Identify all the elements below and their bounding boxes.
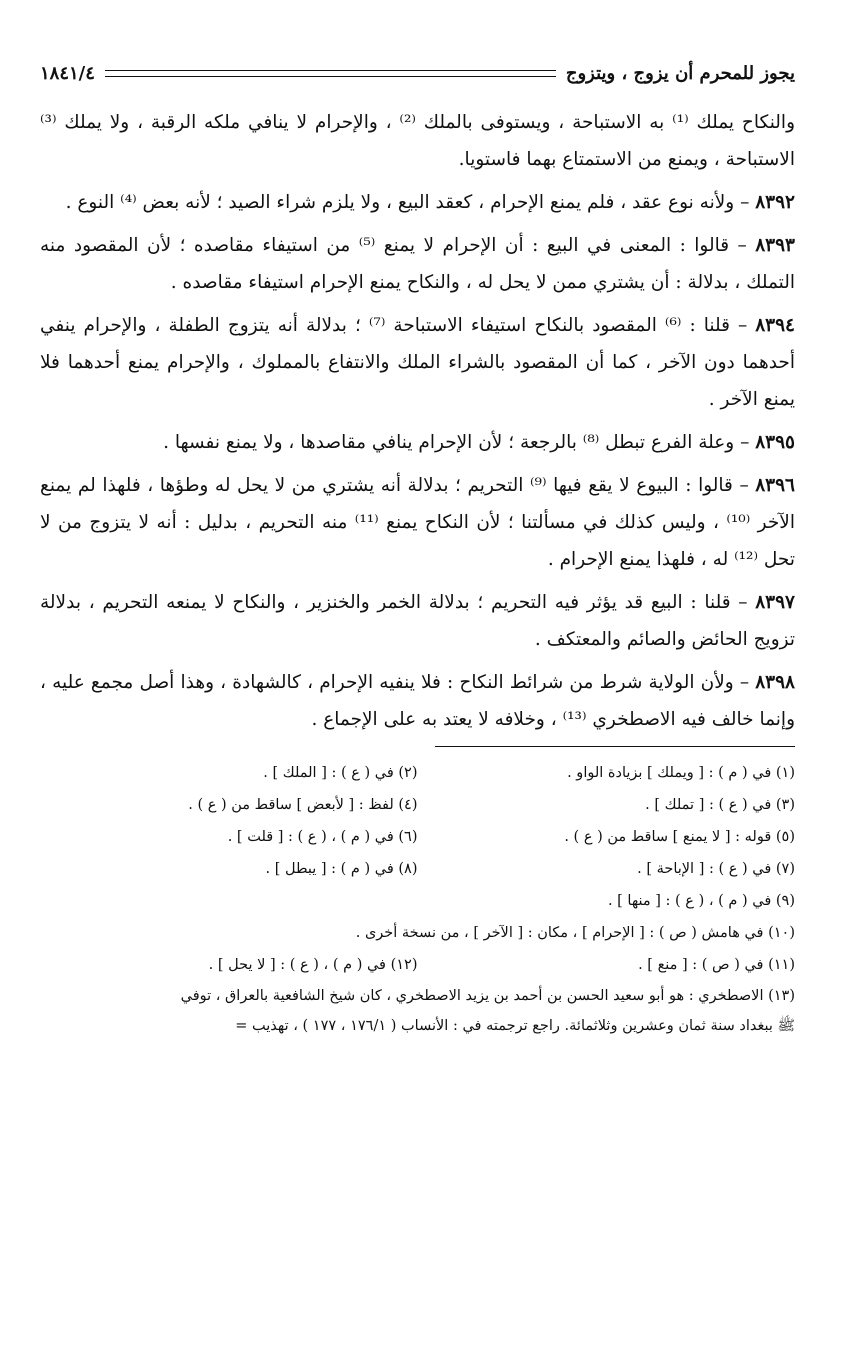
footnotes bbox=[40, 757, 795, 1041]
footnote: (١٠) في هامش ( ص ) : [ الإحرام ] ، مكان : [ الآخر ] ، من نسخة أخرى . bbox=[355, 925, 795, 941]
paragraph bbox=[40, 307, 795, 418]
footnote: (٥) قوله : [ لا يمنع ] ساقط من ( ع ) . bbox=[564, 829, 795, 845]
paragraph bbox=[40, 184, 795, 221]
paragraph bbox=[40, 664, 795, 738]
footnote: (١٢) في ( م ) ، ( ع ) : [ لا يحل ] . bbox=[208, 957, 418, 973]
footnote-divider bbox=[435, 746, 795, 747]
footnote-row bbox=[40, 853, 795, 885]
footnote: (٨) في ( م ) : [ يبطل ] . bbox=[265, 861, 418, 877]
footnote: (٢) في ( ع ) : [ الملك ] . bbox=[263, 765, 418, 781]
footnote-row bbox=[40, 757, 795, 789]
footnote: (٩) في ( م ) ، ( ع ) : [ منها ] . bbox=[607, 893, 795, 909]
paragraph-text: – ولأنه نوع عقد ، فلم يمنع الإحرام ، كعقد البيع ، ولا يلزم شراء الصيد ؛ لأنه بعض ⁽⁴⁾ النوع . bbox=[65, 192, 756, 213]
page-number: ١٨٤١/٤ bbox=[40, 62, 95, 84]
footnote: (١) في ( م ) : [ ويملك ] بزيادة الواو . bbox=[567, 765, 795, 781]
paragraph-number: ٨٣٩٤ bbox=[755, 315, 795, 336]
header-rule bbox=[105, 70, 556, 77]
footnote-row bbox=[40, 949, 795, 981]
footnote-row bbox=[40, 789, 795, 821]
running-title: يجوز للمحرم أن يزوج ، ويتزوج bbox=[565, 62, 795, 84]
paragraph-text: – قالوا : المعنى في البيع : أن الإحرام لا يمنع ⁽⁵⁾ من استيفاء مقاصده ؛ لأن المقصود منه التملك ، بدلالة : أن يشتري ممن لا يحل له ، والنكاح يمنع الإحرام استيفاء مقاصده . bbox=[40, 235, 795, 293]
footnote: (١٣) الاصطخري : هو أبو سعيد الحسن بن أحمد بن يزيد الاصطخري ، كان شيخ الشافعية بالعراق ، توفي bbox=[180, 988, 795, 1004]
paragraph bbox=[40, 104, 795, 178]
footnote: (٦) في ( م ) ، ( ع ) : [ قلت ] . bbox=[227, 829, 418, 845]
paragraph-number: ٨٣٩٦ bbox=[755, 475, 795, 496]
paragraph-number: ٨٣٩٢ bbox=[755, 192, 795, 213]
book-page bbox=[40, 58, 795, 1041]
paragraph bbox=[40, 584, 795, 658]
main-text bbox=[40, 104, 795, 738]
paragraph bbox=[40, 467, 795, 578]
paragraph-text: – وعلة الفرع تبطل ⁽⁸⁾ بالرجعة ؛ لأن الإحرام ينافي مقاصدها ، ولا يمنع نفسها . bbox=[163, 432, 756, 453]
paragraph-number: ٨٣٩٥ bbox=[755, 432, 795, 453]
paragraph bbox=[40, 227, 795, 301]
footnote: (١١) في ( ص ) : [ منع ] . bbox=[638, 957, 795, 973]
paragraph bbox=[40, 424, 795, 461]
page-header bbox=[40, 58, 795, 88]
footnote-continued: ﷺ ببغداد سنة ثمان وعشرين وثلاثمائة. راجع ترجمته في : الأنساب ( ١٧٦/١ ، ١٧٧ ) ، تهذيب = bbox=[235, 1018, 795, 1034]
paragraph-text: – قلنا : البيع قد يؤثر فيه التحريم ؛ بدلالة الخمر والخنزير ، والنكاح لا يمنعه التحريم ، بدلالة تزويج الحائض والصائم والمعتكف . bbox=[40, 592, 795, 650]
paragraph-text: – قالوا : البيوع لا يقع فيها ⁽⁹⁾ التحريم ؛ بدلالة أنه يشتري من لا يحل له وطؤها ، فلهذا لم يمنع الآخر ⁽¹⁰⁾ ، وليس كذلك في مسألتنا ؛ لأن النكاح يمنع ⁽¹¹⁾ منه التحريم ، بدليل : أنه لا يتزوج من لا تحل ⁽¹²⁾ له ، فلهذا يمنع الإحرام . bbox=[40, 475, 795, 570]
paragraph-number: ٨٣٩٧ bbox=[755, 592, 795, 613]
footnote-row bbox=[40, 821, 795, 853]
footnote: (٧) في ( ع ) : [ الإباحة ] . bbox=[637, 861, 795, 877]
footnote: (٣) في ( ع ) : [ تملك ] . bbox=[645, 797, 795, 813]
paragraph-number: ٨٣٩٣ bbox=[755, 235, 795, 256]
paragraph-text: – ولأن الولاية شرط من شرائط النكاح : فلا ينفيه الإحرام ، كالشهادة ، وهذا أصل مجمع عليه ، وإنما خالف فيه الاصطخري ⁽¹³⁾ ، وخلافه لا يعتد به على الإجماع . bbox=[40, 672, 795, 730]
paragraph-number: ٨٣٩٨ bbox=[755, 672, 795, 693]
paragraph-text: – قلنا : ⁽⁶⁾ المقصود بالنكاح استيفاء الاستباحة ⁽⁷⁾ ؛ بدلالة أنه يتزوج الطفلة ، والإحرام ينفي أحدهما دون الآخر ، كما أن المقصود بالشراء الملك والانتفاع بالمملوك ، والإحرام يمنع أحدهما فلا يمنع الآخر . bbox=[40, 315, 795, 410]
footnote: (٤) لفظ : [ لأبعض ] ساقط من ( ع ) . bbox=[188, 797, 418, 813]
paragraph-text: والنكاح يملك ⁽¹⁾ به الاستباحة ، ويستوفى بالملك ⁽²⁾ ، والإحرام لا ينافي ملكه الرقبة ، ولا يملك ⁽³⁾ الاستباحة ، ويمنع من الاستمتاع بهما فاستويا. bbox=[40, 112, 796, 170]
